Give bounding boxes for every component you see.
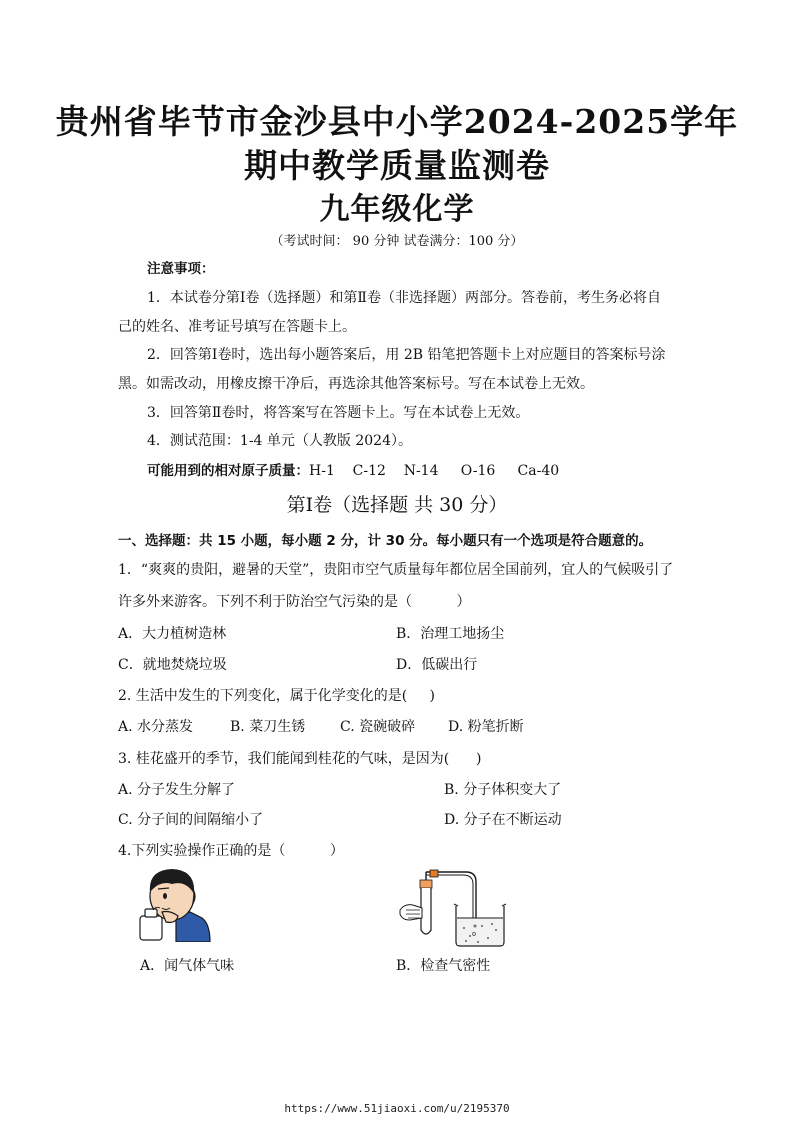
- atomic-mass-line: [147, 459, 559, 479]
- q2-stem: 2. 生活中发生的下列变化，属于化学变化的是( ): [118, 688, 435, 704]
- q3-option-b: B. 分子体积变大了: [444, 782, 562, 798]
- q2-option-b: B. 菜刀生锈: [230, 719, 306, 735]
- page-title-line3: 九年级化学: [319, 192, 475, 227]
- q3-option-d: D. 分子在不断运动: [444, 812, 562, 828]
- q4-option-a: A．闻气体气味: [140, 958, 235, 974]
- q1-option-d: D．低碳出行: [396, 657, 478, 673]
- notes-heading: 注意事项：: [147, 261, 215, 277]
- q1-stem-line1: 1．“爽爽的贵阳，避暑的天堂”，贵阳市空气质量每年都位居全国前列，宜人的气候吸引了: [118, 562, 674, 578]
- note-item-1-line1: 1．本试卷分第Ⅰ卷（选择题）和第Ⅱ卷（非选择题）两部分。答卷前，考生务必将自: [147, 290, 661, 306]
- q2-option-a: A. 水分蒸发: [118, 719, 194, 735]
- q3-option-a: A. 分子发生分解了: [118, 782, 236, 798]
- atomic-mass-values: H-1 C-12 N-14 O-16 Ca-40: [309, 463, 560, 479]
- note-item-3: 3．回答第Ⅱ卷时，将答案写在答题卡上。写在本试卷上无效。: [147, 405, 530, 421]
- q1-option-b: B．治理工地扬尘: [396, 626, 505, 642]
- footer-url[interactable]: https://www.51jiaoxi.com/u/2195370: [284, 1102, 510, 1115]
- q4-option-b: B．检查气密性: [396, 958, 491, 974]
- section1-instructions: 一、选择题：共 15 小题，每小题 2 分，计 30 分。每小题只有一个选项是符合题意的。: [118, 533, 653, 549]
- atomic-mass-label: 可能用到的相对原子质量：: [147, 463, 309, 479]
- q3-option-c: C. 分子间的间隔缩小了: [118, 812, 264, 828]
- q1-stem-line2: 许多外来游客。下列不利于防治空气污染的是（ ）: [118, 594, 471, 610]
- page-title-line1: 贵州省毕节市金沙县中小学2024-2025学年: [55, 102, 739, 141]
- page-title-line2: 期中教学质量监测卷: [244, 146, 550, 185]
- smelling-gas-figure: [136, 866, 212, 942]
- q3-stem: 3. 桂花盛开的季节，我们能闻到桂花的气味，是因为( ): [118, 751, 482, 767]
- q4-stem: 4.下列实验操作正确的是（ ）: [118, 843, 344, 859]
- note-item-2-line1: 2．回答第Ⅰ卷时，选出每小题答案后，用 2B 铅笔把答题卡上对应题目的答案标号涂: [147, 347, 666, 363]
- airtightness-check-figure: [396, 866, 512, 948]
- q1-option-a: A．大力植树造林: [118, 626, 227, 642]
- note-item-4: 4．测试范围：1-4 单元（人教版 2024）。: [147, 433, 412, 449]
- exam-info: （考试时间： 90 分钟 试卷满分：100 分）: [270, 234, 524, 249]
- q2-option-d: D. 粉笔折断: [448, 719, 524, 735]
- note-item-1-line2: 己的姓名、准考证号填写在答题卡上。: [118, 319, 356, 335]
- q1-option-c: C．就地焚烧垃圾: [118, 657, 227, 673]
- q2-option-c: C. 瓷碗破碎: [340, 719, 416, 735]
- note-item-2-line2: 黑。如需改动，用橡皮擦干净后，再选涂其他答案标号。写在本试卷上无效。: [118, 376, 594, 392]
- section1-heading: 第Ⅰ卷（选择题 共 30 分）: [286, 494, 508, 516]
